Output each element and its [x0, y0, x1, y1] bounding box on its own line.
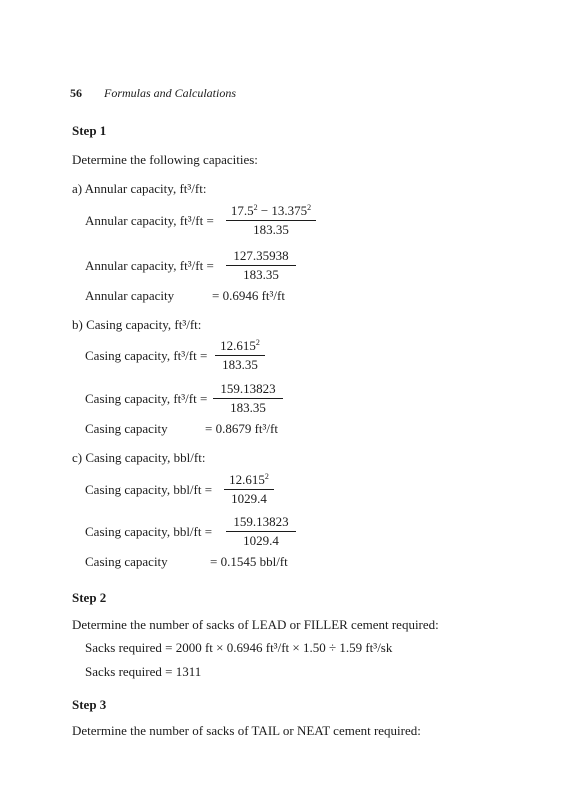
- casing-bbl-line1-numerator: 12.615$^2$: [224, 472, 274, 490]
- casing-ft3-line1-denominator: 183.35: [222, 357, 258, 372]
- casing-bbl-line2-numerator: 159.13823: [226, 514, 296, 532]
- casing-ft3-line2-label: Casing capacity, ft³/ft =: [85, 391, 208, 406]
- casing-bbl-line2-label: Casing capacity, bbl/ft =: [85, 524, 213, 539]
- step3-intro: Determine the number of sacks of TAIL or NEAT cement required:: [72, 723, 421, 738]
- annular-line2-fraction: [226, 248, 296, 283]
- casing-ft3-line1-fraction: [215, 338, 265, 373]
- casing-bbl-result-value: = 0.1545 bbl/ft: [210, 554, 288, 569]
- step2-heading: Step 2: [72, 590, 107, 605]
- step2-sacks-formula: Sacks required = 2000 ft × 0.6946 ft³/ft × 1.50 ÷ 1.59 ft³/sk: [85, 640, 393, 655]
- page-number: 56: [70, 86, 82, 100]
- step2-sacks-result: Sacks required = 1311: [85, 664, 202, 679]
- casing-bbl-line1-fraction: [224, 472, 274, 507]
- casing-bbl-heading: c) Casing capacity, bbl/ft:: [72, 450, 206, 465]
- annular-line1-label: Annular capacity, ft³/ft =: [85, 213, 214, 228]
- running-title: Formulas and Calculations: [104, 86, 237, 100]
- casing-bbl-line1-denominator: 1029.4: [231, 491, 267, 506]
- annular-line2-label: Annular capacity, ft³/ft =: [85, 258, 214, 273]
- annular-heading: a) Annular capacity, ft³/ft:: [72, 181, 207, 196]
- step3-heading: Step 3: [72, 697, 107, 712]
- annular-line1-denominator: 183.35: [253, 222, 289, 237]
- step1-intro: Determine the following capacities:: [72, 152, 258, 167]
- casing-ft3-line1-numerator: 12.615$^2$: [215, 338, 265, 356]
- casing-bbl-line2-fraction: [226, 514, 296, 549]
- casing-bbl-result-label: Casing capacity: [85, 554, 168, 569]
- step2-intro: Determine the number of sacks of LEAD or FILLER cement required:: [72, 617, 439, 632]
- step1-heading: Step 1: [72, 123, 107, 138]
- annular-line2-denominator: 183.35: [243, 267, 279, 282]
- casing-ft3-heading: b) Casing capacity, ft³/ft:: [72, 317, 202, 332]
- casing-ft3-line1-label: Casing capacity, ft³/ft =: [85, 348, 208, 363]
- casing-ft3-line2-denominator: 183.35: [230, 400, 266, 415]
- casing-ft3-line2-numerator: 159.13823: [213, 381, 283, 399]
- annular-result-value: = 0.6946 ft³/ft: [212, 288, 285, 303]
- casing-ft3-line2-fraction: [213, 381, 283, 416]
- casing-bbl-line2-denominator: 1029.4: [243, 533, 279, 548]
- annular-line2-numerator: 127.35938: [226, 248, 296, 266]
- annular-result-label: Annular capacity: [85, 288, 175, 303]
- annular-line1-fraction: [226, 203, 316, 238]
- annular-line1-numerator: $17.5^2 - 13.375^2$: [226, 203, 316, 221]
- casing-ft3-result-label: Casing capacity: [85, 421, 168, 436]
- casing-bbl-line1-label: Casing capacity, bbl/ft =: [85, 482, 213, 497]
- casing-ft3-result-value: = 0.8679 ft³/ft: [205, 421, 278, 436]
